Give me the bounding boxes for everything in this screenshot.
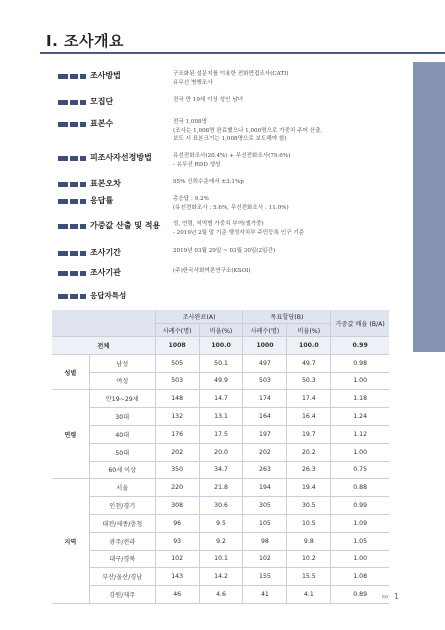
table-cell: 0.88	[331, 479, 389, 497]
table-cell: 30.5	[287, 497, 331, 515]
bullet-icon	[58, 98, 90, 106]
overview-label: 모집단	[90, 97, 114, 106]
table-cell: 174	[243, 390, 287, 408]
table-row	[52, 479, 389, 497]
overview-label: 조사기간	[90, 248, 121, 257]
table-cell: 0.99	[331, 497, 389, 515]
table-cell: 10.2	[287, 550, 331, 568]
row-label: 30대	[89, 408, 155, 426]
table-cell: 0.89	[331, 586, 389, 604]
table-row	[52, 586, 389, 604]
table-cell: 132	[155, 408, 199, 426]
table-cell: 1008	[155, 337, 199, 355]
table-row	[52, 425, 389, 443]
overview-label: 표본오차	[90, 179, 121, 188]
table-cell: 49.9	[199, 372, 243, 390]
page-number	[381, 592, 399, 601]
col-group-completed: 조사완료(A)	[155, 310, 243, 324]
table-cell: 15.5	[287, 568, 331, 586]
overview-content	[173, 118, 322, 144]
table-cell: 176	[155, 425, 199, 443]
col-cases-a: 사례수(명)	[155, 324, 199, 337]
table-cell: 263	[243, 461, 287, 479]
overview-content	[173, 267, 251, 276]
table-row	[52, 550, 389, 568]
overview-line: 2019년 03월 29일 ~ 03월 30일(2일간)	[173, 248, 276, 254]
overview-content	[173, 195, 289, 212]
bullet-icon	[58, 292, 90, 300]
row-label: 60세 이상	[89, 461, 155, 479]
overview-line: 유선전화조사(20.4%) + 무선전화조사(79.6%)	[173, 153, 291, 159]
overview-line: (주)한국사회여론연구소(KSOI)	[173, 268, 251, 274]
overview-line: 구조화된 설문지를 이용한 전화면접조사(CATI)	[173, 71, 289, 77]
table-cell: 202	[155, 443, 199, 461]
table-cell: 50.1	[199, 354, 243, 372]
table-cell: 305	[243, 497, 287, 515]
title-underline	[40, 52, 445, 54]
table-cell: 102	[155, 550, 199, 568]
table-cell: 505	[155, 354, 199, 372]
table-cell: 13.1	[199, 408, 243, 426]
overview-label: 가중값 산출 및 적용	[90, 221, 161, 230]
bullet-icon	[58, 120, 90, 128]
table-cell: 1.24	[331, 408, 389, 426]
overview-content	[173, 152, 290, 169]
col-ratio-b: 비율(%)	[287, 324, 331, 337]
col-group-target: 목표할당(B)	[243, 310, 331, 324]
table-cell: 10.5	[287, 514, 331, 532]
col-weight: 가중값 배율 (B/A)	[331, 310, 389, 337]
overview-label: 조사기관	[90, 268, 121, 277]
table-cell: 1000	[243, 337, 287, 355]
table-row	[52, 461, 389, 479]
bullet-icon	[58, 249, 90, 257]
row-label: 서울	[89, 479, 155, 497]
overview-label: 표본수	[90, 119, 114, 128]
row-label: 50대	[89, 443, 155, 461]
table-cell: 503	[243, 372, 287, 390]
table-cell: 197	[243, 425, 287, 443]
table-cell: 1.09	[331, 514, 389, 532]
row-label: 40대	[89, 425, 155, 443]
table-cell: 49.7	[287, 354, 331, 372]
row-label: 광주/전라	[89, 532, 155, 550]
table-cell: 14.7	[199, 390, 243, 408]
table-cell: 0.99	[331, 337, 389, 355]
overview-content	[173, 178, 244, 187]
table-cell: 10.1	[199, 550, 243, 568]
row-label: 전체	[52, 337, 155, 355]
table-cell: 1.00	[331, 550, 389, 568]
table-cell: 26.3	[287, 461, 331, 479]
table-cell: 19.7	[287, 425, 331, 443]
table-row	[52, 390, 389, 408]
table-row	[52, 497, 389, 515]
table-cell: 30.6	[199, 497, 243, 515]
bullet-icon	[58, 72, 90, 80]
respondent-characteristics-table	[52, 310, 389, 604]
table-cell: 0.75	[331, 461, 389, 479]
table-cell: 1.08	[331, 568, 389, 586]
table-row	[52, 514, 389, 532]
overview-line: 95% 신뢰수준에서 ±3.1%p	[173, 179, 244, 185]
side-decoration-band	[413, 62, 445, 352]
row-label: 대구/경북	[89, 550, 155, 568]
group-label: 지역	[52, 479, 89, 604]
table-cell: 100.0	[199, 337, 243, 355]
table-cell: 98	[243, 532, 287, 550]
bullet-icon	[58, 269, 90, 277]
row-label: 대전/세종/충청	[89, 514, 155, 532]
overview-line: (조사는 1,008명 완료했으나 1,000명으로 가중치 주어 산출,	[173, 127, 323, 134]
table-cell: 9.8	[287, 532, 331, 550]
page-title: I. 조사개요	[46, 32, 124, 50]
col-cases-b: 사례수(명)	[243, 324, 287, 337]
overview-line: 전국 만 19세 이상 성인 남녀	[173, 97, 244, 103]
page-number-value: 1	[393, 592, 399, 601]
table-cell: 50.3	[287, 372, 331, 390]
table-row-total	[52, 337, 389, 355]
table-cell: 41	[243, 586, 287, 604]
table-cell: 17.5	[199, 425, 243, 443]
table-cell: 20.0	[199, 443, 243, 461]
table-cell: 194	[243, 479, 287, 497]
table-cell: 220	[155, 479, 199, 497]
overview-label: 응답률	[90, 196, 114, 205]
table-row	[52, 408, 389, 426]
overview-line: 보도 시 표본크기는 1,008명으로 보도해야 함)	[173, 136, 287, 142]
overview-content	[173, 220, 304, 237]
table-cell: 0.98	[331, 354, 389, 372]
overview-line: - 2019년 2월 말 기준 행정자치부 주민등록 인구 기준	[173, 229, 305, 236]
table-cell: 4.6	[199, 586, 243, 604]
table-cell: 19.4	[287, 479, 331, 497]
overview-line: 유무선 병행조사	[173, 79, 213, 86]
table-cell: 96	[155, 514, 199, 532]
overview-line: 총응답 : 9.2%	[173, 196, 209, 202]
table-cell: 46	[155, 586, 199, 604]
table-cell: 503	[155, 372, 199, 390]
table-cell: 1.05	[331, 532, 389, 550]
table-cell: 350	[155, 461, 199, 479]
table-row	[52, 532, 389, 550]
bullet-icon	[58, 222, 90, 230]
table-cell: 17.4	[287, 390, 331, 408]
table-cell: 105	[243, 514, 287, 532]
table-cell: 102	[243, 550, 287, 568]
bullet-icon	[58, 154, 90, 162]
table-cell: 16.4	[287, 408, 331, 426]
table-cell: 1.12	[331, 425, 389, 443]
table-cell: 155	[243, 568, 287, 586]
table-cell: 1.00	[331, 372, 389, 390]
table-row	[52, 568, 389, 586]
table-cell: 143	[155, 568, 199, 586]
table-cell: 497	[243, 354, 287, 372]
row-label: 여성	[89, 372, 155, 390]
group-label: 성별	[52, 354, 89, 390]
table-cell: 308	[155, 497, 199, 515]
overview-label: 조사방법	[90, 71, 121, 80]
row-label: 강원/제주	[89, 586, 155, 604]
overview-line: - 유무선 RDD 생성	[173, 161, 221, 168]
table-cell: 20.2	[287, 443, 331, 461]
bullet-icon	[58, 180, 90, 188]
table-cell: 164	[243, 408, 287, 426]
page-arrows-icon: ›››	[381, 592, 388, 601]
table-cell: 34.7	[199, 461, 243, 479]
overview-line: (유선전화조사 : 5.6%, 무선전화조사 : 11.0%)	[173, 204, 289, 211]
overview-content	[173, 70, 289, 87]
overview-line: 전국 1,008명	[173, 119, 208, 125]
table-cell: 93	[155, 532, 199, 550]
overview-line: 성, 연령, 지역별 가중치 부여(셀가중)	[173, 221, 264, 227]
col-ratio-a: 비율(%)	[199, 324, 243, 337]
overview-content	[173, 247, 275, 256]
row-label: 인천/경기	[89, 497, 155, 515]
bullet-icon	[58, 197, 90, 205]
table-cell: 1.18	[331, 390, 389, 408]
row-label: 부산/울산/경남	[89, 568, 155, 586]
overview-content	[173, 96, 243, 105]
group-label: 연령	[52, 390, 89, 479]
table-corner	[52, 310, 155, 337]
table-cell: 148	[155, 390, 199, 408]
table-cell: 9.2	[199, 532, 243, 550]
row-label: 만19~29세	[89, 390, 155, 408]
table-cell: 14.2	[199, 568, 243, 586]
table-cell: 4.1	[287, 586, 331, 604]
table-row	[52, 443, 389, 461]
sample-heading: 응답자특성	[90, 291, 127, 300]
table-cell: 202	[243, 443, 287, 461]
overview-label: 피조사자선정방법	[90, 153, 152, 162]
table-cell: 100.0	[287, 337, 331, 355]
table-cell: 9.5	[199, 514, 243, 532]
row-label: 남성	[89, 354, 155, 372]
table-cell: 1.00	[331, 443, 389, 461]
table-row	[52, 372, 389, 390]
table-cell: 21.8	[199, 479, 243, 497]
table-row	[52, 354, 389, 372]
